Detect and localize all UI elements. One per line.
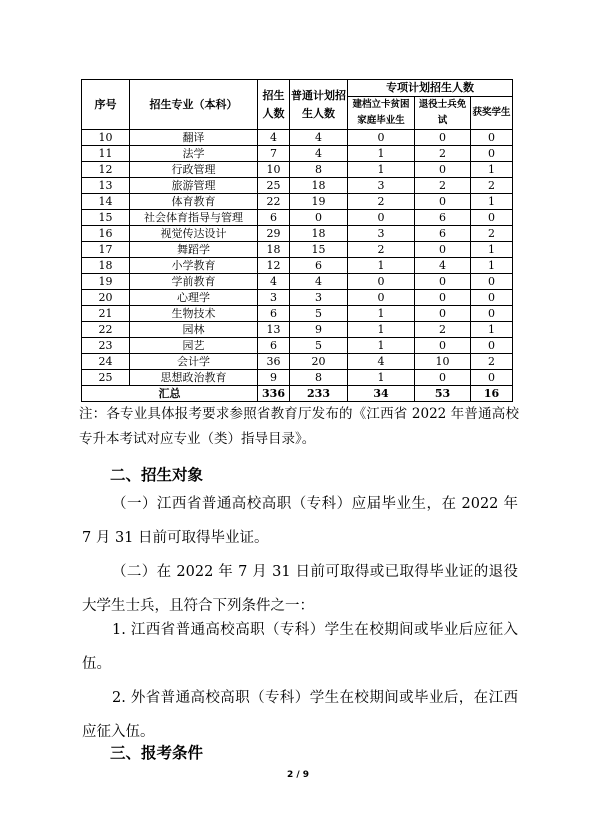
cell-major: 心理学	[130, 290, 258, 306]
cell-veteran: 4	[415, 258, 471, 274]
cell-total: 29	[258, 226, 290, 242]
cell-major: 园艺	[130, 338, 258, 354]
cell-award: 0	[471, 274, 513, 290]
cell-award: 1	[471, 258, 513, 274]
table-row	[82, 354, 513, 370]
summary-poverty: 34	[348, 386, 415, 402]
page-number: 2 / 9	[286, 770, 310, 780]
table-row	[82, 226, 513, 242]
cell-award: 2	[471, 354, 513, 370]
cell-major: 园林	[130, 322, 258, 338]
cell-total: 36	[258, 354, 290, 370]
cell-poverty: 1	[348, 162, 415, 178]
cell-total: 9	[258, 370, 290, 386]
cell-total: 4	[258, 130, 290, 146]
cell-index: 24	[82, 354, 130, 370]
cell-major: 视觉传达设计	[130, 226, 258, 242]
table-row	[82, 130, 513, 146]
cell-veteran: 0	[415, 370, 471, 386]
cell-general: 4	[290, 130, 348, 146]
cell-veteran: 0	[415, 274, 471, 290]
header-general: 普通计划招生人数	[290, 80, 348, 130]
cell-total: 6	[258, 210, 290, 226]
table-row	[82, 146, 513, 162]
cell-general: 5	[290, 306, 348, 322]
table-row	[82, 178, 513, 194]
cell-veteran: 0	[415, 338, 471, 354]
table-row	[82, 322, 513, 338]
cell-veteran: 0	[415, 130, 471, 146]
cell-poverty: 4	[348, 354, 415, 370]
cell-award: 1	[471, 242, 513, 258]
header-total: 招生人数	[258, 80, 290, 130]
cell-poverty: 3	[348, 178, 415, 194]
cell-index: 21	[82, 306, 130, 322]
cell-index: 10	[82, 130, 130, 146]
table-row	[82, 370, 513, 386]
cell-major: 体育教育	[130, 194, 258, 210]
cell-award: 0	[471, 290, 513, 306]
cell-index: 15	[82, 210, 130, 226]
summary-veteran: 53	[415, 386, 471, 402]
cell-poverty: 1	[348, 338, 415, 354]
cell-general: 4	[290, 274, 348, 290]
cell-award: 1	[471, 162, 513, 178]
cell-award: 1	[471, 322, 513, 338]
cell-index: 16	[82, 226, 130, 242]
cell-total: 18	[258, 242, 290, 258]
cell-poverty: 1	[348, 306, 415, 322]
cell-award: 0	[471, 130, 513, 146]
summary-label: 汇总	[82, 386, 258, 402]
table-note: 注：各专业具体报考要求参照省教育厅发布的《江西省 2022 年普通高校专升本考试对应专业（类）指导目录》。	[79, 406, 519, 447]
table-summary-row	[82, 386, 513, 402]
cell-major: 舞蹈学	[130, 242, 258, 258]
table-row	[82, 306, 513, 322]
cell-major: 生物技术	[130, 306, 258, 322]
cell-award: 0	[471, 306, 513, 322]
cell-total: 6	[258, 338, 290, 354]
cell-index: 11	[82, 146, 130, 162]
table-body	[82, 130, 513, 402]
cell-general: 18	[290, 178, 348, 194]
cell-total: 4	[258, 274, 290, 290]
cell-major: 小学教育	[130, 258, 258, 274]
cell-general: 15	[290, 242, 348, 258]
cell-general: 4	[290, 146, 348, 162]
cell-veteran: 2	[415, 146, 471, 162]
cell-major: 翻译	[130, 130, 258, 146]
cell-index: 13	[82, 178, 130, 194]
table-row	[82, 290, 513, 306]
cell-award: 0	[471, 370, 513, 386]
cell-award: 2	[471, 178, 513, 194]
cell-general: 18	[290, 226, 348, 242]
cell-index: 12	[82, 162, 130, 178]
cell-poverty: 1	[348, 146, 415, 162]
cell-award: 2	[471, 226, 513, 242]
table-row	[82, 194, 513, 210]
summary-award: 16	[471, 386, 513, 402]
cell-poverty: 0	[348, 130, 415, 146]
cell-poverty: 2	[348, 194, 415, 210]
cell-poverty: 1	[348, 258, 415, 274]
table-row	[82, 338, 513, 354]
cell-total: 10	[258, 162, 290, 178]
header-poverty: 建档立卡贫困家庭毕业生	[348, 97, 415, 130]
table-row	[82, 162, 513, 178]
cell-poverty: 0	[348, 274, 415, 290]
cell-major: 学前教育	[130, 274, 258, 290]
cell-general: 6	[290, 258, 348, 274]
cell-veteran: 6	[415, 210, 471, 226]
cell-general: 19	[290, 194, 348, 210]
cell-poverty: 0	[348, 290, 415, 306]
cell-total: 22	[258, 194, 290, 210]
cell-veteran: 0	[415, 242, 471, 258]
summary-general: 233	[290, 386, 348, 402]
cell-index: 25	[82, 370, 130, 386]
cell-general: 5	[290, 338, 348, 354]
cell-index: 19	[82, 274, 130, 290]
cell-poverty: 1	[348, 322, 415, 338]
cell-index: 17	[82, 242, 130, 258]
cell-poverty: 2	[348, 242, 415, 258]
summary-total: 336	[258, 386, 290, 402]
header-special-group: 专项计划招生人数	[348, 80, 513, 97]
cell-general: 8	[290, 162, 348, 178]
cell-major: 思想政治教育	[130, 370, 258, 386]
cell-major: 法学	[130, 146, 258, 162]
header-award: 获奖学生	[471, 97, 513, 130]
cell-veteran: 0	[415, 290, 471, 306]
cell-index: 22	[82, 322, 130, 338]
cell-award: 0	[471, 210, 513, 226]
cell-total: 13	[258, 322, 290, 338]
cell-index: 14	[82, 194, 130, 210]
cell-index: 18	[82, 258, 130, 274]
cell-poverty: 3	[348, 226, 415, 242]
cell-award: 0	[471, 146, 513, 162]
cell-poverty: 1	[348, 370, 415, 386]
cell-major: 旅游管理	[130, 178, 258, 194]
cell-veteran: 0	[415, 306, 471, 322]
cell-total: 6	[258, 306, 290, 322]
paragraph-veterans: （二）在 2022 年 7 月 31 日前可取得或已取得毕业证的退役大学生士兵，且符合下列条件之一：	[82, 564, 518, 614]
cell-major: 会计学	[130, 354, 258, 370]
table-row	[82, 258, 513, 274]
header-index: 序号	[82, 80, 130, 130]
cell-general: 20	[290, 354, 348, 370]
cell-award: 1	[471, 194, 513, 210]
cell-general: 3	[290, 290, 348, 306]
cell-total: 12	[258, 258, 290, 274]
cell-index: 23	[82, 338, 130, 354]
paragraph-condition-1: 1. 江西省普通高校高职（专科）学生在校期间或毕业后应征入伍。	[82, 622, 518, 672]
cell-general: 9	[290, 322, 348, 338]
paragraph-graduates: （一）江西省普通高校高职（专科）应届毕业生，在 2022 年 7 月 31 日前可取得毕业证。	[82, 496, 518, 546]
section-heading-recruitment-targets: 二、招生对象	[110, 466, 204, 484]
cell-award: 0	[471, 338, 513, 354]
table-row	[82, 242, 513, 258]
cell-total: 7	[258, 146, 290, 162]
cell-veteran: 10	[415, 354, 471, 370]
cell-general: 0	[290, 210, 348, 226]
cell-general: 8	[290, 370, 348, 386]
header-veteran: 退役士兵免试	[415, 97, 471, 130]
table-row	[82, 210, 513, 226]
cell-poverty: 0	[348, 210, 415, 226]
cell-veteran: 0	[415, 194, 471, 210]
cell-veteran: 2	[415, 178, 471, 194]
section-heading-application-requirements: 三、报考条件	[110, 744, 204, 762]
cell-index: 20	[82, 290, 130, 306]
cell-veteran: 0	[415, 162, 471, 178]
table-row	[82, 274, 513, 290]
cell-major: 社会体育指导与管理	[130, 210, 258, 226]
cell-total: 3	[258, 290, 290, 306]
header-major: 招生专业（本科）	[130, 80, 258, 130]
enrollment-table	[81, 79, 513, 402]
paragraph-condition-2: 2. 外省普通高校高职（专科）学生在校期间或毕业后，在江西应征入伍。	[82, 690, 518, 740]
cell-major: 行政管理	[130, 162, 258, 178]
cell-veteran: 6	[415, 226, 471, 242]
cell-total: 25	[258, 178, 290, 194]
cell-veteran: 2	[415, 322, 471, 338]
